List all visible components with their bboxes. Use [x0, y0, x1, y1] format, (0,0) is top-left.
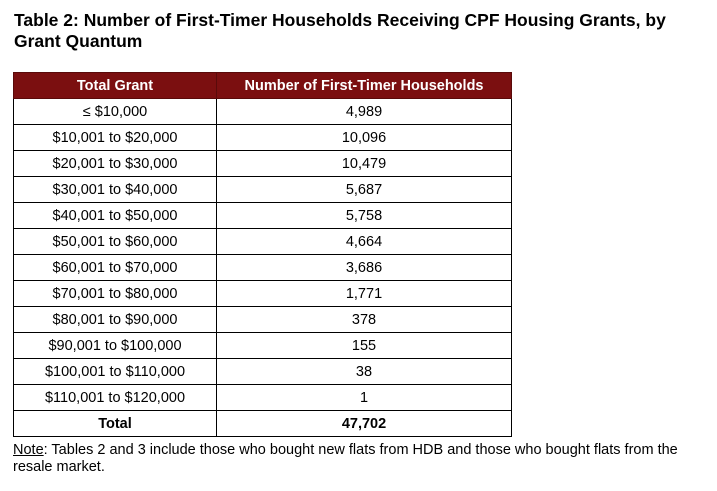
total-value-cell: 47,702	[217, 411, 512, 437]
table-title: Table 2: Number of First-Timer Households Receiving CPF Housing Grants, by Grant Quantum	[14, 10, 666, 51]
table-row	[14, 359, 512, 385]
grant-range-cell: $50,001 to $60,000	[14, 229, 217, 255]
table-row	[14, 125, 512, 151]
table-row	[14, 99, 512, 125]
grant-table	[13, 72, 512, 437]
grant-range-cell: $30,001 to $40,000	[14, 177, 217, 203]
table-row	[14, 385, 512, 411]
table-row	[14, 177, 512, 203]
households-count-cell: 4,664	[217, 229, 512, 255]
households-count-cell: 38	[217, 359, 512, 385]
table-row	[14, 203, 512, 229]
grant-range-cell: $90,001 to $100,000	[14, 333, 217, 359]
total-row	[14, 411, 512, 437]
households-count-cell: 5,687	[217, 177, 512, 203]
total-label-cell: Total	[14, 411, 217, 437]
households-count-cell: 4,989	[217, 99, 512, 125]
grant-range-cell: $20,001 to $30,000	[14, 151, 217, 177]
table-row	[14, 333, 512, 359]
households-count-cell: 10,479	[217, 151, 512, 177]
column-header-households: Number of First-Timer Households	[217, 73, 512, 99]
households-count-cell: 10,096	[217, 125, 512, 151]
footnote	[13, 442, 703, 476]
grant-range-cell: ≤ $10,000	[14, 99, 217, 125]
grant-range-cell: $80,001 to $90,000	[14, 307, 217, 333]
households-count-cell: 5,758	[217, 203, 512, 229]
note-label: Note	[13, 442, 44, 458]
households-count-cell: 1	[217, 385, 512, 411]
grant-range-cell: $40,001 to $50,000	[14, 203, 217, 229]
grant-range-cell: $70,001 to $80,000	[14, 281, 217, 307]
column-header-total-grant: Total Grant	[14, 73, 217, 99]
table-row	[14, 255, 512, 281]
households-count-cell: 1,771	[217, 281, 512, 307]
table-row	[14, 229, 512, 255]
table-row	[14, 307, 512, 333]
households-count-cell: 378	[217, 307, 512, 333]
grant-range-cell: $110,001 to $120,000	[14, 385, 217, 411]
table-header-row	[14, 73, 512, 99]
households-count-cell: 155	[217, 333, 512, 359]
grant-range-cell: $10,001 to $20,000	[14, 125, 217, 151]
grant-range-cell: $100,001 to $110,000	[14, 359, 217, 385]
table-row	[14, 151, 512, 177]
note-text: : Tables 2 and 3 include those who bought new flats from HDB and those who bought flats from the resale market.	[13, 442, 678, 475]
households-count-cell: 3,686	[217, 255, 512, 281]
table-row	[14, 281, 512, 307]
grant-range-cell: $60,001 to $70,000	[14, 255, 217, 281]
